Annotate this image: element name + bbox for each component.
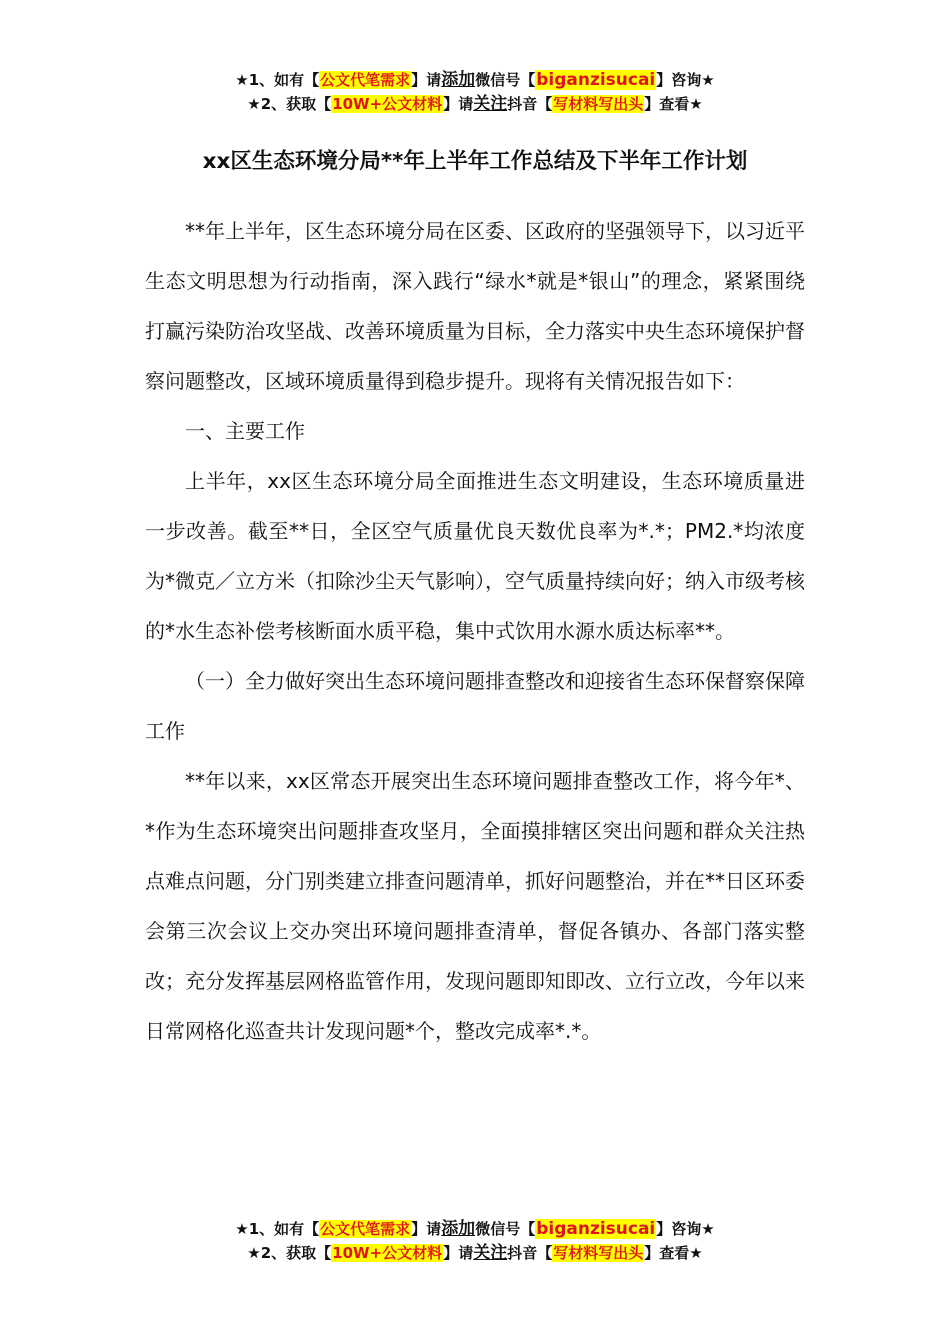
document-title: xx区生态环境分局**年上半年工作总结及下半年工作计划 xyxy=(202,149,748,174)
promo-text: 】查看★ xyxy=(644,1244,703,1262)
promo-douyin-id: 写材料写出头 xyxy=(553,95,644,113)
promo-emphasis: 添加 xyxy=(441,70,476,90)
promo-emphasis: 添加 xyxy=(441,1219,476,1239)
promo-text: 】查看★ xyxy=(644,95,703,113)
promo-text: ★2、获取【 xyxy=(247,95,332,113)
paragraph-detail: **年以来，xx区常态开展突出生态环境问题排查整改工作，将今年*、*作为生态环境突出问题排查攻坚月，全面摸排辖区突出问题和群众关注热点难点问题，分门别类建立排查问题清单，抓好问题整治，并在**日区环委会第三次会议上交办突出环境问题排查清单，督促各镇办、各部门落实整改；充分发挥基层网格监管作用，发现问题即知即改、立行立改，今年以来日常网格化巡查共计发现问题*个，整改完成率*.*。 xyxy=(145,769,805,1043)
promo-douyin-id: 写材料写出头 xyxy=(553,1244,644,1262)
promo-text: 】请 xyxy=(443,95,474,113)
promo-emphasis: 关注 xyxy=(473,94,508,114)
paragraph-summary: 上半年，xx区生态环境分局全面推进生态文明建设，生态环境质量进一步改善。截至**日，全区空气质量优良天数优良率为*.*；PM2.*均浓度为*微克／立方米（扣除沙尘天气影响），空气质量持续向好；纳入市级考核的*水生态补偿考核断面水质平稳，集中式饮用水源水质达标率**。 xyxy=(145,469,805,643)
promo-text: 微信号【 xyxy=(475,1220,536,1238)
document-body xyxy=(145,206,805,1056)
promo-text: 】请 xyxy=(443,1244,474,1262)
promo-text: 】请 xyxy=(411,1220,442,1238)
promo-highlight: 公文代笔需求 xyxy=(320,1220,411,1238)
promo-highlight: 10W+公文材料 xyxy=(332,1244,443,1262)
paragraph-intro: **年上半年，区生态环境分局在区委、区政府的坚强领导下，以习近平生态文明思想为行动指南，深入践行“绿水*就是*银山”的理念，紧紧围绕打赢污染防治攻坚战、改善环境质量为目标，全力落实中央生态环境保护督察问题整改，区域环境质量得到稳步提升。现将有关情况报告如下： xyxy=(145,219,805,393)
promo-line-2 xyxy=(0,1241,950,1265)
promo-line-2 xyxy=(0,92,950,116)
promo-text: 抖音【 xyxy=(507,1244,553,1262)
promo-highlight: 公文代笔需求 xyxy=(320,71,411,89)
promo-text: ★2、获取【 xyxy=(247,1244,332,1262)
promo-text: 抖音【 xyxy=(507,95,553,113)
section-heading: 一、主要工作 xyxy=(185,419,305,443)
promo-text: 】咨询★ xyxy=(656,1220,715,1238)
promo-text: 微信号【 xyxy=(475,71,536,89)
promo-text: ★1、如有【 xyxy=(235,71,320,89)
promo-emphasis: 关注 xyxy=(473,1243,508,1263)
subsection-heading: （一）全力做好突出生态环境问题排查整改和迎接省生态环保督察保障工作 xyxy=(145,669,805,743)
promo-wechat-id: biganzisucai xyxy=(536,1219,656,1239)
promo-text: ★1、如有【 xyxy=(235,1220,320,1238)
promo-line-1 xyxy=(0,68,950,92)
promo-banner-top xyxy=(0,68,950,116)
promo-highlight: 10W+公文材料 xyxy=(332,95,443,113)
promo-banner-bottom xyxy=(0,1217,950,1265)
promo-wechat-id: biganzisucai xyxy=(536,70,656,90)
promo-text: 】请 xyxy=(411,71,442,89)
promo-line-1 xyxy=(0,1217,950,1241)
promo-text: 】咨询★ xyxy=(656,71,715,89)
